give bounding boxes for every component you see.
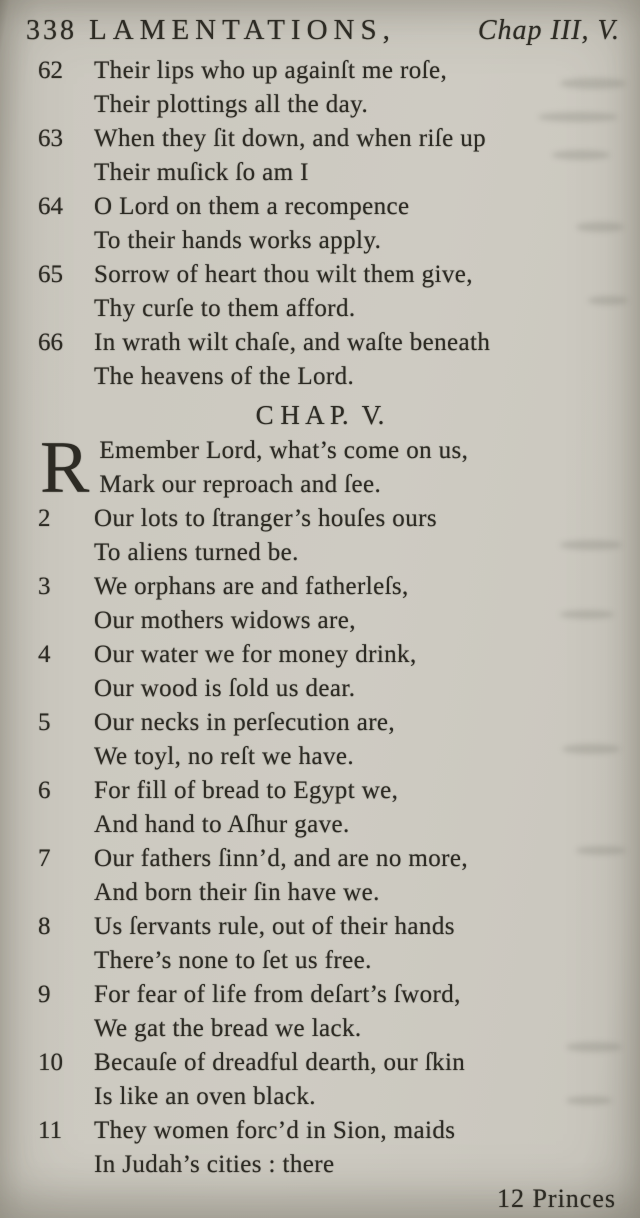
verse-text: The heavens of the Lord. xyxy=(94,363,355,390)
verse-number: 65 xyxy=(38,261,63,288)
page-header xyxy=(0,8,640,54)
verse-line xyxy=(0,360,640,394)
drop-cap-letter: R xyxy=(40,434,90,502)
verse-line xyxy=(0,1080,640,1114)
verse-line xyxy=(0,122,640,156)
verse-number: 10 xyxy=(38,1049,63,1076)
verse-line xyxy=(0,876,640,910)
verse-number xyxy=(0,360,94,394)
verse-line xyxy=(0,944,640,978)
verse-line xyxy=(0,292,640,326)
verse-line xyxy=(0,706,640,740)
verse-text: Our fathers ſinn’d, and are no more, xyxy=(94,845,468,872)
verse-text: For fill of bread to Egypt we, xyxy=(94,777,399,804)
catchword: 12 Princes xyxy=(496,1184,616,1213)
verse-line xyxy=(0,1012,640,1046)
verse-line xyxy=(0,672,640,706)
verse-line xyxy=(0,570,640,604)
verse-number xyxy=(0,536,94,570)
verse-line xyxy=(0,156,640,190)
verse-number xyxy=(0,1012,94,1046)
verse-line xyxy=(0,88,640,122)
verse-line xyxy=(0,54,640,88)
verse-number xyxy=(0,944,94,978)
verse-text: Thy curſe to them afford. xyxy=(94,295,356,322)
verse-number xyxy=(0,604,94,638)
verse-line xyxy=(0,604,640,638)
verse-number xyxy=(0,156,94,190)
verse-text: In Judah’s cities : there xyxy=(94,1151,335,1178)
page-number: 338 xyxy=(26,15,77,46)
verse-text: Our necks in perſecution are, xyxy=(94,709,396,736)
verse-line xyxy=(0,740,640,774)
verse-text: In wrath wilt chaſe, and waſte beneath xyxy=(94,329,491,356)
verse-text: We orphans are and fatherleſs, xyxy=(94,573,409,600)
verse-number xyxy=(0,292,94,326)
verse-number: 6 xyxy=(38,777,51,804)
verse-text: Our mothers widows are, xyxy=(94,607,356,634)
verse-text: To aliens turned be. xyxy=(94,539,299,566)
verse-number: 5 xyxy=(38,709,51,736)
verse-text: When they ſit down, and when riſe up xyxy=(94,125,487,152)
verse-line xyxy=(0,910,640,944)
verse-number: 62 xyxy=(38,57,63,84)
verse-number xyxy=(0,1080,94,1114)
verse-line xyxy=(0,190,640,224)
verse-text: They women forc’d in Sion, maids xyxy=(94,1117,456,1144)
verse-line xyxy=(0,978,640,1012)
verse-line xyxy=(0,808,640,842)
verse-number xyxy=(0,808,94,842)
verse-number: 64 xyxy=(38,193,63,220)
chapter5-verses xyxy=(0,502,640,1182)
verse-line xyxy=(0,258,640,292)
verse-text: Is like an oven black. xyxy=(94,1083,316,1110)
verse-number xyxy=(0,88,94,122)
chapter5-heading: C H A P. V. xyxy=(255,400,385,430)
verse-number xyxy=(0,876,94,910)
verse-line xyxy=(0,1114,640,1148)
verse-number: 63 xyxy=(38,125,63,152)
chapter-reference: Chap III, V. xyxy=(477,15,620,46)
verse-number xyxy=(0,1148,94,1182)
verse-text: Us ſervants rule, out of their hands xyxy=(94,913,455,940)
verse-text: Their plottings all the day. xyxy=(94,91,369,118)
chapter5-opening xyxy=(0,434,640,502)
verse-number: 4 xyxy=(38,641,51,668)
verse-number xyxy=(0,740,94,774)
verse-number xyxy=(0,224,94,258)
verse-text: Our lots to ſtranger’s houſes ours xyxy=(94,505,437,532)
verse-line xyxy=(0,326,640,360)
verse-number: 66 xyxy=(38,329,63,356)
verse-text: Our water we for money drink, xyxy=(94,641,417,668)
verse-line xyxy=(0,536,640,570)
verse-number xyxy=(0,672,94,706)
verse-text: Mark our reproach and ſee. xyxy=(99,471,382,498)
verse-number: 2 xyxy=(38,505,51,532)
verse-text: And born their ſin have we. xyxy=(94,879,380,906)
verse-text: There’s none to ſet us free. xyxy=(94,947,372,974)
verse-text: To their hands works apply. xyxy=(94,227,382,254)
verse-text: Our wood is ſold us dear. xyxy=(94,675,356,702)
chapter3-verses xyxy=(0,54,640,394)
verse-number: 11 xyxy=(38,1117,63,1144)
book-title: LAMENTATIONS, xyxy=(89,14,396,46)
verse-text: Becauſe of dreadful dearth, our ſkin xyxy=(94,1049,466,1076)
verse-text: We toyl, no reſt we have. xyxy=(94,743,354,770)
verse-text: Their lips who up againſt me roſe, xyxy=(94,57,448,84)
verse-text: For fear of life from deſart’s ſword, xyxy=(94,981,461,1008)
verse-text: Sorrow of heart thou wilt them give, xyxy=(94,261,473,288)
verse-text: O Lord on them a recompence xyxy=(94,193,410,220)
verse-line xyxy=(0,842,640,876)
verse-number: 3 xyxy=(38,573,51,600)
verse-text: And hand to Aſhur gave. xyxy=(94,811,350,838)
verse-text: Emember Lord, what’s come on us, xyxy=(99,437,469,464)
verse-number: 8 xyxy=(38,913,51,940)
verse-line xyxy=(0,638,640,672)
verse-line xyxy=(0,502,640,536)
verse-text: We gat the bread we lack. xyxy=(94,1015,362,1042)
verse-number: 7 xyxy=(38,845,51,872)
verse-line xyxy=(0,224,640,258)
verse-line xyxy=(0,774,640,808)
verse-line xyxy=(0,1148,640,1182)
verse-number: 9 xyxy=(38,981,51,1008)
verse-line xyxy=(0,1046,640,1080)
verse-text: Their muſick ſo am I xyxy=(94,159,309,186)
